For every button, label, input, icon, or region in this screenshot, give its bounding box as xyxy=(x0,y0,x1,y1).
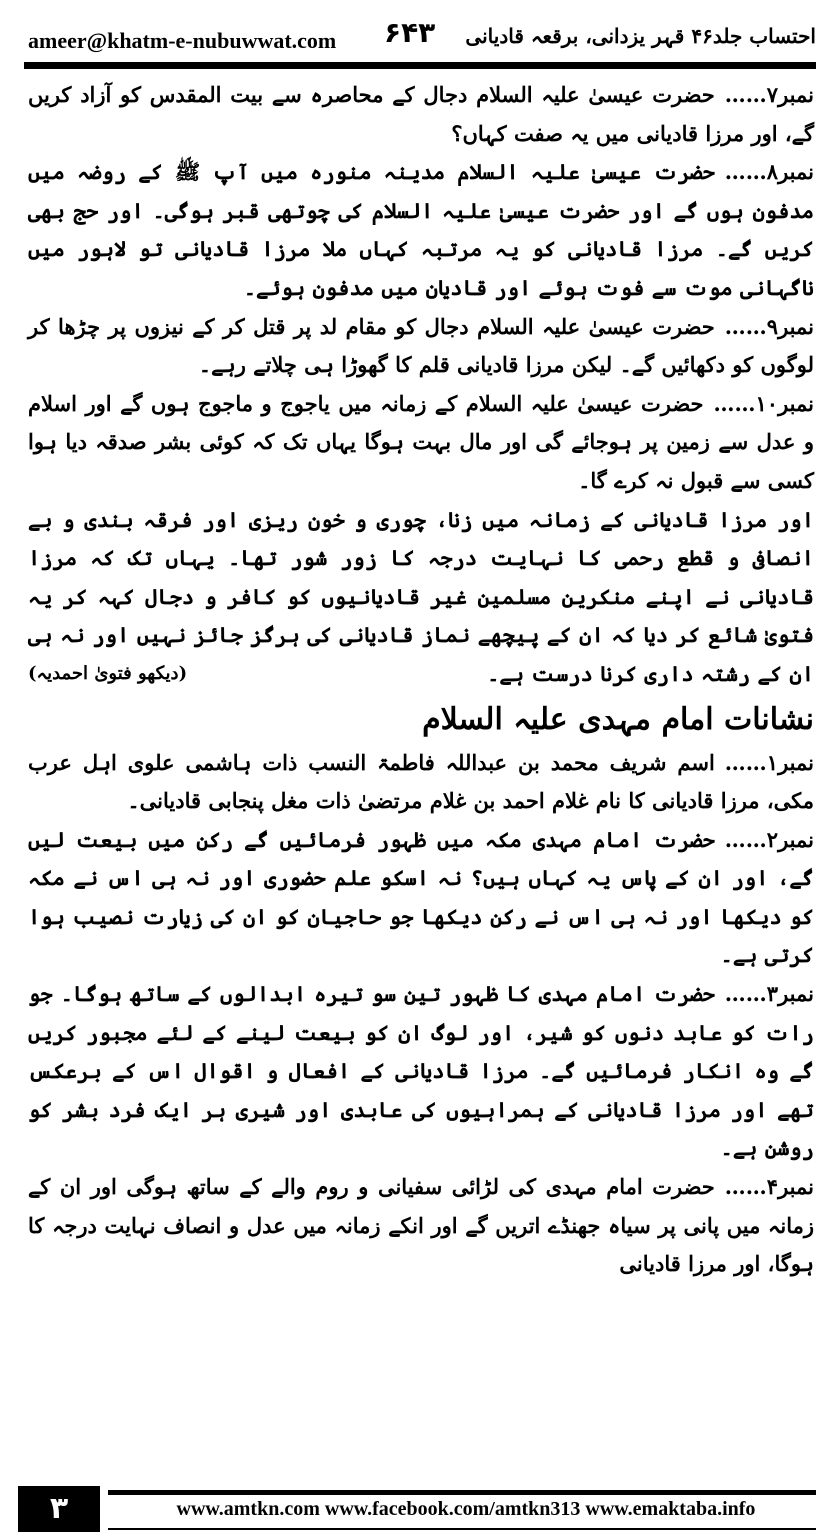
paragraph-7 xyxy=(28,76,814,153)
header-book-title: احتساب جلد۴۶ قہر یزدانی، برقعہ قادیانی xyxy=(465,24,816,48)
item-label: نمبر۸…… xyxy=(724,159,814,185)
item-label: نمبر۴…… xyxy=(724,1174,814,1200)
item-text: حضرت امام مہدی کی لڑائی سفیانی و روم والے کے ساتھ ہوگی اور ان کے زمانہ میں پانی پر سیاہ جھنڈے اتریں گے اور انکے زمانہ میں عدل و انصاف نہایت درجہ کا ہوگا، اور مرزا قادیانی xyxy=(28,1174,814,1277)
page-footer xyxy=(18,1486,816,1532)
section-item-3 xyxy=(28,975,814,1168)
item-label: نمبر۹…… xyxy=(724,313,814,339)
section-item-1 xyxy=(28,744,814,821)
footer-rule-top xyxy=(108,1490,816,1495)
header-page-number: ۶۴۳ xyxy=(384,16,436,49)
item-label: نمبر۱۰…… xyxy=(713,390,814,416)
page-body xyxy=(28,76,814,1466)
item-label: نمبر۷…… xyxy=(724,82,814,107)
paragraph-10 xyxy=(28,385,814,501)
header-rule xyxy=(24,62,816,69)
header-email: ameer@khatm-e-nubuwwat.com xyxy=(28,28,337,53)
page-header xyxy=(28,14,816,60)
paragraph-8 xyxy=(28,153,814,307)
section-item-2 xyxy=(28,821,814,975)
item-label: نمبر۲…… xyxy=(724,826,814,852)
item-text: حضرت عیسیٰ علیہ السلام دجال کو مقام لد پر قتل کر کے نیزوں پر چڑھا کر لوگوں کو دکھائیں گے۔ لیکن مرزا قادیانی قلم کا گھوڑا ہی چلاتے رہے۔ xyxy=(28,313,814,378)
item-label: نمبر۳…… xyxy=(724,981,814,1007)
item-label: نمبر۱…… xyxy=(724,749,814,775)
footer-links: www.amtkn.com www.facebook.com/amtkn313 www.emaktaba.info xyxy=(176,1498,756,1520)
section-heading: نشانات امام مہدی علیہ السلام xyxy=(422,701,814,737)
item-text: حضرت عیسیٰ علیہ السلام مدینہ منورہ میں آپ ﷺ کے روضہ میں مدفون ہوں گے اور حضرت عیسیٰ علیہ السلام کی چوتھی قبر ہوگی۔ اور حج بھی کریں گے۔ مرزا قادیانی کو یہ مرتبہ کہاں ملا مرزا قادیانی تو لاہور میں ناگہانی موت سے فوت ہوئے اور قادیان میں مدفون ہوئے۔ xyxy=(28,159,814,300)
paragraph-9 xyxy=(28,308,814,385)
item-text: اور مرزا قادیانی کے زمانہ میں زنا، چوری و خون ریزی اور فرقہ بندی و بے انصافی و قطع رحمی کا نہایت درجہ کا زور شور تھا۔ یہاں تک کہ مرزا قادیانی نے اپنے منکرین مسلمین غیر قادیانیوں کو کافر و دجال کہہ کر یہ فتویٰ شائع کر دیا کہ ان کے پیچھے نماز قادیانی کی ہرگز جائز نہیں اور نہ ہی ان کے رشتہ داری کرنا درست ہے۔ xyxy=(28,506,814,686)
section-item-4 xyxy=(28,1168,814,1284)
footer-rule-bottom xyxy=(108,1528,816,1530)
item-text: حضرت امام مہدی کا ظہور تین سو تیرہ ابدالوں کے ساتھ ہوگا۔ جو رات کو عابد دنوں کو شیر، اور لوگ ان کو بیعت لینے کے لئے مجبور کریں گے وہ انکار فرمائیں گے۔ مرزا قادیانی کے افعال و اقوال اس کے برعکس تھے اور مرزا قادیانی کے ہمراہیوں کی عابدی اور شیری ہر ایک فرد بشر کو روشن ہے۔ xyxy=(28,981,814,1161)
footer-page-marker: ۳ xyxy=(18,1486,100,1532)
item-text: حضرت عیسیٰ علیہ السلام دجال کے محاصرہ سے بیت المقدس کو آزاد کریں گے، اور مرزا قادیانی میں یہ صفت کہاں؟ xyxy=(28,82,814,146)
item-text: حضرت امام مہدی مکہ میں ظہور فرمائیں گے رکن میں بیعت لیں گے، اور ان کے پاس یہ کہاں ہیں؟ نہ اسکو علم حضوری اور نہ ہی اس نے مکہ کو دیکھا اور نہ ہی اس نے رکن دیکھا جو حاجیان کو ان کی زیارت نصیب ہوا کرتی ہے۔ xyxy=(28,826,814,968)
reference-note: (دیکھو فتویٰ احمدیہ) xyxy=(28,662,188,684)
paragraph-mirza-era xyxy=(28,501,814,694)
item-text: اسم شریف محمد بن عبداللہ فاطمۃ النسب ذات ہاشمی علوی اہل عرب مکی، مرزا قادیانی کا نام غلام احمد بن غلام مرتضیٰ ذات مغل پنجابی قادیانی۔ xyxy=(28,749,814,814)
item-text: حضرت عیسیٰ علیہ السلام کے زمانہ میں یاجوج و ماجوج ہوں گے اور اسلام و عدل سے زمین پر ہوجائے گی اور مال بہت ہوگا یہاں تک کہ کوئی بشر صدقہ دیا ہوا کسی سے قبول نہ کرے گا۔ xyxy=(28,390,814,493)
